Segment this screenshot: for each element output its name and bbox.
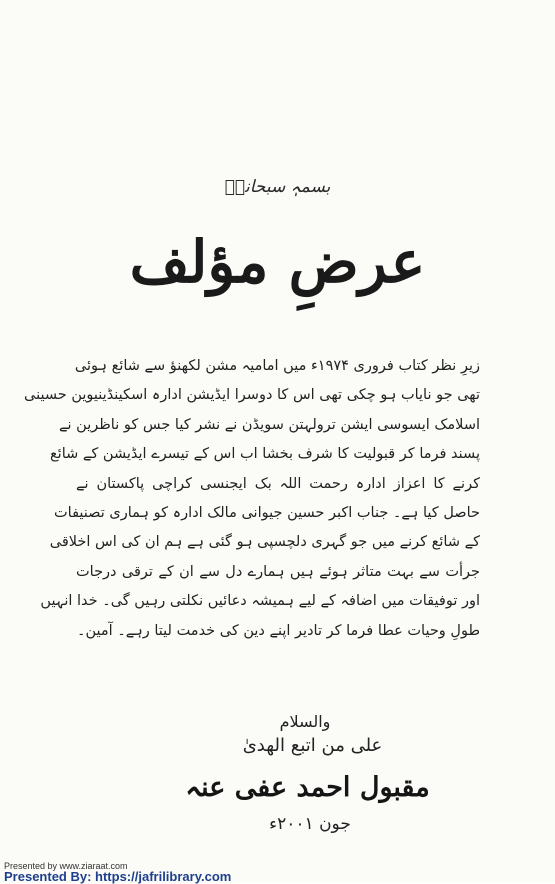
body-line: زیرِ نظر کتاب فروری ۱۹۷۴ء میں امامیہ مشن لکھنؤ سے شائع ہوئی xyxy=(74,358,480,374)
invocation-heading: بسمہٖ سبحانہٗ xyxy=(224,177,331,197)
footer-presented-small: Presented by www.ziaraat.com xyxy=(4,861,128,871)
body-line: جرأت سے بہت متاثر ہوئے ہیں ہمارے دل سے ان کے ترقی درجات xyxy=(76,563,480,580)
body-line: پسند فرما کر قبولیت کا شرف بخشا اب اس کے تیسرے ایڈیشن کے شائع xyxy=(49,446,480,463)
closing-dua: علی من اتبع الھدیٰ xyxy=(242,735,383,756)
page-title: عرضِ مؤلف xyxy=(129,228,426,296)
closing-salutation: والسلام xyxy=(279,712,331,731)
preface-body xyxy=(24,352,480,646)
body-line: اور توفیقات میں اضافہ کے لیے ہمیشہ دعائیں نکلتی رہیں گی۔ خدا انہیں xyxy=(40,593,480,610)
body-line: تھی جو نایاب ہو چکی تھی اس کا دوسرا ایڈیشن ادارہ اسکینڈینیوین حسینی xyxy=(24,387,480,404)
author-signature: مقبول احمد عفی عنہ xyxy=(185,772,430,803)
body-line: کے شائع کرنے میں جو گہری دلچسپی ہو گئی ہے ہم ان کی اس اخلاقی xyxy=(49,534,480,551)
footer-presented-link[interactable]: Presented By: https://jafrilibrary.com xyxy=(4,869,232,884)
body-line: طولِ وحیات عطا فرما کر تادیر اپنے دین کی خدمت لیتا رہے۔ آمین۔ xyxy=(76,622,480,639)
body-line: اسلامک ایسوسی ایشن ترولہتن سویڈن نے نشر کیا جس کو ناظرین نے xyxy=(59,416,480,433)
date-line: جون ۲۰۰۱ء xyxy=(269,814,351,834)
body-line: حاصل کیا ہے۔ جناب اکبر حسین جیوانی مالک ادارہ کو ہماری تصنیفات xyxy=(54,504,480,521)
body-line: کرنے کا اعزاز ادارہ رحمت اللہ بک ایجنسی کراچی پاکستان نے xyxy=(76,475,480,492)
